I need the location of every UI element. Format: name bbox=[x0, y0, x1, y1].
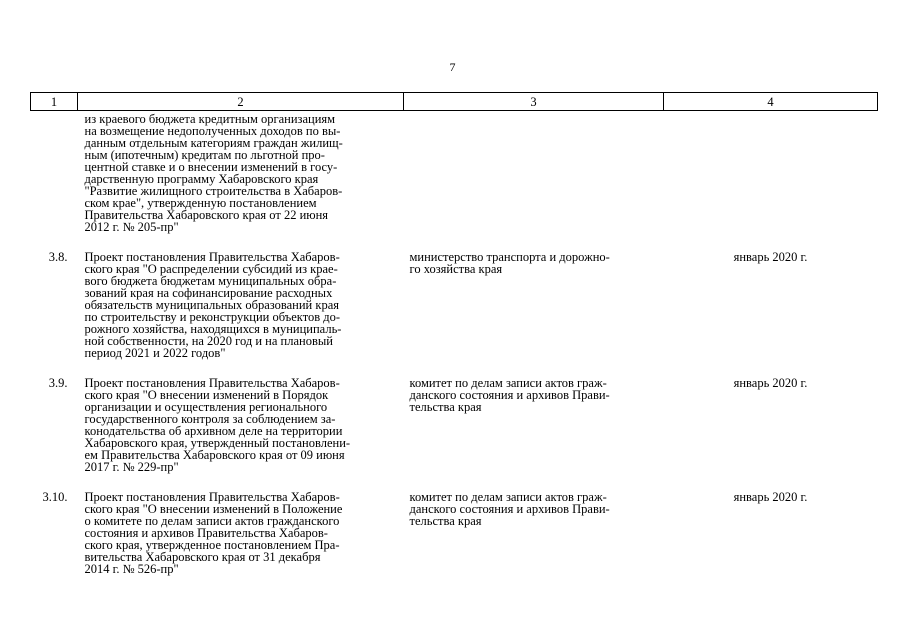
item-responsible: министерство транспорта и дорожно- го хозяйства края bbox=[409, 250, 610, 276]
item-date bbox=[664, 111, 878, 234]
item-number: 3.9. bbox=[48, 376, 68, 390]
plan-table bbox=[30, 92, 878, 575]
item-date: январь 2020 г. bbox=[733, 490, 808, 504]
table-row bbox=[31, 111, 878, 234]
item-title: Проект постановления Правительства Хабаров- ского края "О внесении изменений в Положение о комитете по делам записи актов гражданского состояния и архивов Правительства Хабаров- ского края, утвержденное постановлением Пра- вительства Хабаровского края от 31 декабря 2014 г. № 526-пр" bbox=[84, 490, 343, 576]
item-responsible: комитет по делам записи актов граж- данского состояния и архивов Прави- тельства края bbox=[409, 376, 610, 414]
item-number bbox=[31, 111, 78, 234]
item-number: 3.8. bbox=[48, 250, 68, 264]
item-title: из краевого бюджета кредитным организациям на возмещение недополученных доходов по вы- данным отдельным категориям граждан жилищ- ным (ипотечным) кредитам по льготной про- центной ставке и о внесении изменений в госу- дарственную программу Хабаровского края "Развитие жилищного строительства в Хабаров- ском крае", утвержденную постановлением Правительства Хабаровского края от 22 июня 2012 г. № 205-пр" bbox=[84, 112, 343, 234]
item-date: январь 2020 г. bbox=[733, 376, 808, 390]
column-header-4: 4 bbox=[664, 93, 878, 111]
item-title: Проект постановления Правительства Хабаров- ского края "О распределении субсидий из крае- вого бюджета бюджетам муниципальных обра- зований края на софинансирование расходных обязательств муниципальных образований края по строительству и реконструкции объектов до- рожного хозяйства, находящихся в муниципаль- ной собственности, на 2020 год и на плановый период 2021 и 2022 годов" bbox=[84, 250, 342, 360]
column-header-1: 1 bbox=[31, 93, 78, 111]
table-row bbox=[31, 473, 878, 575]
table-header-row bbox=[31, 93, 878, 111]
item-title: Проект постановления Правительства Хабаров- ского края "О внесении изменений в Порядок организации и осуществления регионального государственного контроля за соблюдением за- конодательства об архивном деле на территории Хабаровского края, утвержденный постановлени- ем Правительства Хабаровского края от 09 июня 2017 г. № 229-пр" bbox=[84, 376, 351, 474]
column-header-3: 3 bbox=[404, 93, 664, 111]
table-row bbox=[31, 359, 878, 473]
page-number: 7 bbox=[449, 60, 456, 74]
item-number: 3.10. bbox=[42, 490, 68, 504]
item-responsible bbox=[404, 111, 664, 234]
item-responsible: комитет по делам записи актов граж- данского состояния и архивов Прави- тельства края bbox=[409, 490, 610, 528]
column-header-2: 2 bbox=[78, 93, 404, 111]
table-row bbox=[31, 233, 878, 359]
item-date: январь 2020 г. bbox=[733, 250, 808, 264]
